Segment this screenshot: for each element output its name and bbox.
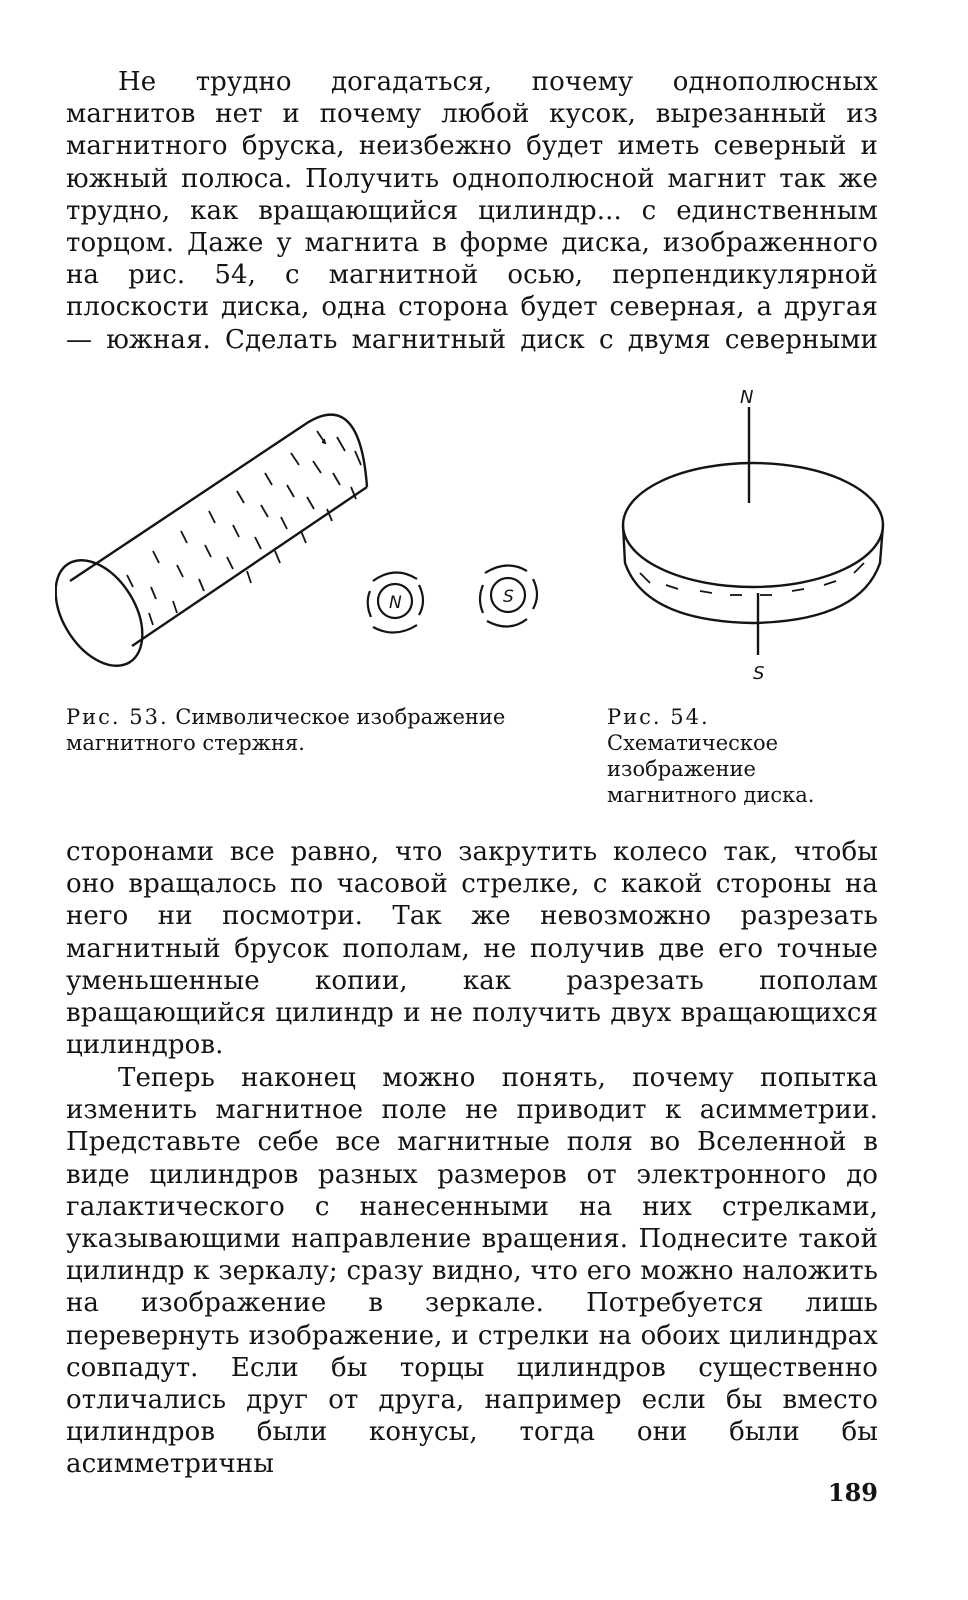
figure-53-caption-label: Рис. 53. [66, 705, 169, 729]
figure-54-disk [610, 385, 900, 695]
disk-arrows [640, 563, 864, 595]
paragraph-1: Не трудно догадаться, почему однополюсных магнитов нет и почему любой кусок, вырезанный из магнитного бруска, неизбежно будет иметь северный и южный полюса. Получить однополюсной магнит так же трудно, как вращающийся цилиндр... с единственным торцом. Даже у магнита в форме диска, изображенного на рис. 54, с магнитной осью, перпендикулярной плоскости диска, одна сторона будет северная, а другая — южная. Сделать магнитный диск с двумя северными [66, 67, 878, 355]
rod-pole-s-label: S [503, 587, 514, 607]
figure-54-caption [607, 704, 879, 808]
rod-pole-n-label: N [389, 593, 402, 613]
page-number: 189 [827, 1478, 878, 1507]
paragraph-3: Теперь наконец можно понять, почему попытка изменить магнитное поле не приводит к асимметрии. Представьте себе все магнитные поля во Вселенной в виде цилиндров разных размеров от электронного до галактического с нанесенными на них стрелками, указывающими направление вращения. Поднесите такой цилиндр к зеркалу; сразу видно, что его можно наложить на изображение в зеркале. Потребуется лишь перевернуть изображение, и стрелки на обоих цилиндрах совпадут. Если бы торцы цилиндров существенно отличались друг от друга, например если бы вместо цилиндров были конусы, тогда они были бы асимметричны [66, 1063, 878, 1480]
figure-53-rod [55, 395, 575, 685]
paragraph-2: сторонами все равно, что закрутить колесо так, чтобы оно вращалось по часовой стрелке, с какой стороны на него ни посмотри. Так же невозможно разрезать магнитный брусок пополам, не получив две его точные уменьшенные копии, как разрезать пополам вращающийся цилиндр и не получить двух вращающихся цилиндров. [66, 837, 878, 1061]
rod-arrows [127, 431, 361, 625]
disk-pole-s-label: S [753, 663, 765, 684]
disk-pole-n-label: N [740, 387, 754, 408]
figure-54-caption-text: Схематическое изображение магнитного диска. [607, 731, 815, 807]
figure-53-caption-text: Символическое изображение магнитного стержня. [66, 705, 506, 755]
figure-54-caption-label: Рис. 54. [607, 705, 710, 729]
figure-53-caption [66, 704, 536, 756]
